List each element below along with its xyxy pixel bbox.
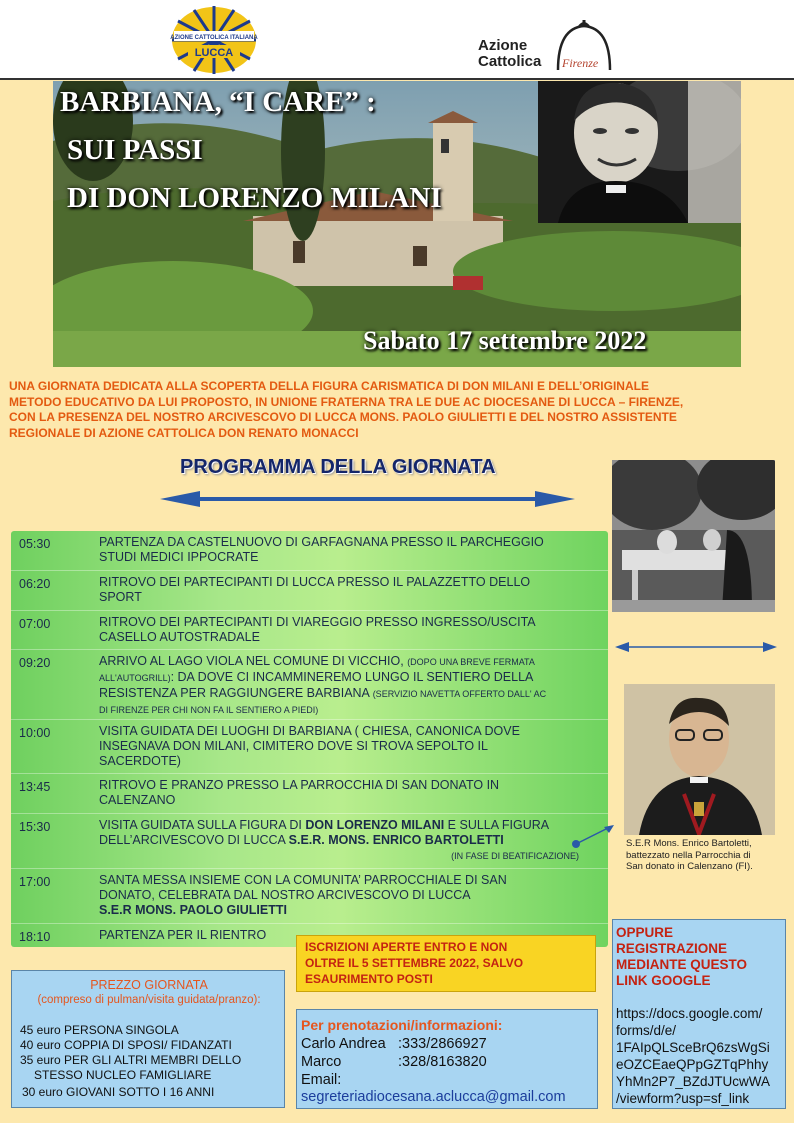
schedule-row — [11, 570, 608, 610]
schedule-row — [11, 610, 608, 649]
schedule-row — [11, 649, 608, 719]
schedule-time: 15:30 — [19, 820, 51, 834]
logo-ring-text: AZIONE CATTOLICA ITALIANA — [170, 35, 258, 41]
schedule-time: 18:10 — [19, 930, 51, 944]
pointer-arrow-icon — [568, 822, 618, 852]
schedule-desc: PARTENZA DA CASTELNUOVO DI GARFAGNANA PRESSO IL PARCHEGGIO STUDI MEDICI IPPOCRATE — [99, 535, 544, 564]
google-title-line: MEDIANTE QUESTO — [616, 957, 748, 972]
logo-lucca-name: LUCCA — [194, 47, 234, 59]
registration-deadline-notice: ISCRIZIONI APERTE ENTRO E NON OLTRE IL 5 SETTEMBRE 2022, SALVO ESAURIMENTO POSTI — [296, 935, 596, 992]
outdoor-table-photo — [612, 460, 775, 612]
schedule-time: 10:00 — [19, 726, 51, 740]
email-link[interactable]: segreteriadiocesana.aclucca@gmail.com — [301, 1089, 566, 1105]
contact-name-1: Carlo Andrea — [301, 1036, 386, 1052]
banner-title-line-2: SUI PASSI — [67, 134, 203, 166]
schedule-row — [11, 531, 608, 570]
price-item: 45 euro PERSONA SINGOLA — [20, 1023, 179, 1037]
schedule-time: 07:00 — [19, 617, 51, 631]
price-box — [11, 970, 285, 1108]
google-form-link[interactable]: forms/d/e/ — [616, 1023, 677, 1038]
bishop-bartoletti-photo — [624, 684, 775, 835]
schedule-desc: VISITA GUIDATA SULLA FIGURA DI DON LORENZO MILANI E SULLA FIGURA DELL’ARCIVESCOVO DI LUCCA S.E.R. MONS. ENRICO BARTOLETTI (IN FASE DI BEATIFICAZIONE) — [99, 818, 579, 861]
schedule-time: 09:20 — [19, 656, 51, 670]
price-item: 35 euro PER GLI ALTRI MEMBRI DELLO — [20, 1053, 242, 1067]
contact-phone-2[interactable]: :328/8163820 — [398, 1054, 487, 1070]
google-form-link[interactable]: /viewform?usp=sf_link — [616, 1091, 750, 1106]
contact-name-2: Marco — [301, 1054, 342, 1070]
google-form-link[interactable]: eOZCEaeQPpGZTqPhhy — [616, 1057, 769, 1072]
contact-box — [296, 1009, 598, 1109]
google-form-link[interactable]: 1FAIpQLSceBrQ6zsWgSi — [616, 1040, 770, 1055]
google-form-link[interactable]: https://docs.google.com/ — [616, 1006, 763, 1021]
email-label: Email: — [301, 1072, 342, 1088]
logo-fi-line3: Firenze — [562, 56, 599, 70]
schedule-desc: RITROVO E PRANZO PRESSO LA PARROCCHIA DI SAN DONATO IN CALENZANO — [99, 778, 500, 807]
azione-cattolica-lucca-logo — [170, 5, 258, 75]
contact-title: Per prenotazioni/informazioni: — [301, 1017, 503, 1033]
double-arrow-icon — [160, 488, 575, 510]
program-title: PROGRAMMA DELLA GIORNATA — [180, 456, 496, 478]
schedule-desc: PARTENZA PER IL RIENTRO — [99, 928, 267, 942]
schedule-desc: RITROVO DEI PARTECIPANTI DI VIAREGGIO PRESSO INGRESSO/USCITA CASELLO AUTOSTRADALE — [99, 615, 536, 644]
event-date: Sabato 17 settembre 2022 — [363, 326, 647, 355]
intro-text — [9, 379, 785, 441]
google-title-line: REGISTRAZIONE — [616, 941, 728, 956]
schedule-desc: ARRIVO AL LAGO VIOLA NEL COMUNE DI VICCHIO, (DOPO UNA BREVE FERMATA ALL'AUTOGRILL): DA DOVE CI INCAMMINEREMO LUNGO IL SENTIERO DELLA RESISTENZA PER RAGGIUNGERE BARBIANA (SERVIZIO NAVETTA OFFERTO DALL' AC DI FIRENZE PER CHI NON FA IL SENTIERO A PIEDI) — [99, 654, 547, 715]
price-subtitle: (compreso di pulman/visita guidata/pranzo): — [37, 994, 261, 1006]
intro-line: METODO EDUCATIVO DA LUI PROPOSTO, IN UNIONE FRATERNA TRA LE DUE AC DIOCESANE DI LUCCA – FIRENZE, — [9, 394, 684, 409]
banner-title-line-1: BARBIANA, “I CARE” : — [60, 86, 376, 118]
don-milani-portrait-photo — [538, 81, 741, 223]
schedule-row — [11, 773, 608, 813]
schedule-time: 06:20 — [19, 577, 51, 591]
logo-fi-line1: Azione — [478, 37, 528, 54]
schedule-row — [11, 719, 608, 773]
schedule-row — [11, 813, 608, 868]
logo-fi-line2: Cattolica — [478, 53, 542, 70]
schedule-row — [11, 868, 608, 923]
google-form-box — [612, 919, 786, 1109]
schedule-desc: VISITA GUIDATA DEI LUOGHI DI BARBIANA ( CHIESA, CANONICA DOVE INSEGNAVA DON MILANI, CIMITERO DOVE SI TROVA SEPOLTO IL SACERDOTE) — [99, 724, 520, 768]
intro-line: CON LA PRESENZA DEL NOSTRO ARCIVESCOVO DI LUCCA MONS. PAOLO GIULIETTI E DEL NOSTRO ASSISTENTE — [9, 410, 677, 424]
azione-cattolica-firenze-logo — [478, 20, 618, 72]
google-form-link[interactable]: YhMn2P7_BZdJTUcwWA — [616, 1074, 771, 1089]
schedule-desc: RITROVO DEI PARTECIPANTI DI LUCCA PRESSO IL PALAZZETTO DELLO SPORT — [99, 575, 531, 604]
schedule-desc: SANTA MESSA INSIEME CON LA COMUNITA’ PARROCCHIALE DI SAN DONATO, CELEBRATA DAL NOSTRO ARCIVESCOVO DI LUCCA S.E.R MONS. PAOLO GIULIETTI — [99, 873, 507, 917]
banner-title-line-3: DI DON LORENZO MILANI — [67, 182, 442, 214]
price-title: PREZZO GIORNATA — [90, 978, 208, 992]
schedule-time: 05:30 — [19, 537, 51, 551]
contact-phone-1[interactable]: :333/2866927 — [398, 1036, 487, 1052]
intro-line: UNA GIORNATA DEDICATA ALLA SCOPERTA DELLA FIGURA CARISMATICA DI DON MILANI E DELL’ORIGINALE — [9, 379, 649, 393]
double-arrow-icon — [615, 638, 777, 656]
header-bar — [0, 0, 794, 80]
price-item: 30 euro GIOVANI SOTTO I 16 ANNI — [22, 1085, 215, 1099]
google-title-line: LINK GOOGLE — [616, 973, 711, 988]
schedule-table — [11, 531, 608, 947]
google-title-line: OPPURE — [616, 925, 674, 940]
bishop-photo-caption: S.E.R Mons. Enrico Bartoletti, battezzato nella Parrocchia di San donato in Calenzano (FI). — [626, 838, 753, 872]
price-item: STESSO NUCLEO FAMIGLIARE — [34, 1068, 212, 1082]
price-item: 40 euro COPPIA DI SPOSI/ FIDANZATI — [20, 1038, 232, 1052]
schedule-time: 13:45 — [19, 780, 51, 794]
intro-line: REGIONALE DI AZIONE CATTOLICA DON RENATO MONACCI — [9, 425, 359, 440]
schedule-time: 17:00 — [19, 875, 51, 889]
